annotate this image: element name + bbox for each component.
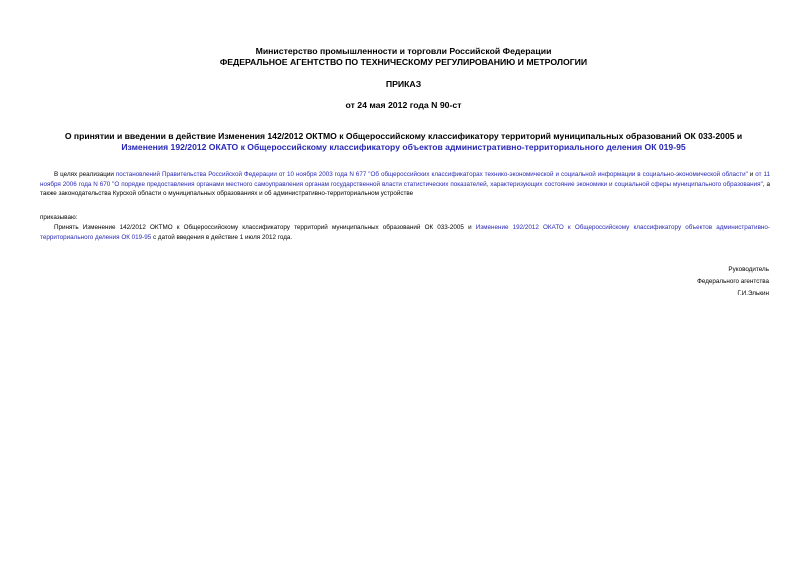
order-type: ПРИКАЗ — [385, 79, 422, 89]
signature-agency: Федерального агентства — [697, 278, 769, 285]
order-body-text-1: Принять Изменение 142/2012 ОКТМО к Общероссийскому классификатору территорий муниципальных образований ОК 033-2005 и — [54, 224, 476, 231]
agency-name: ФЕДЕРАЛЬНОЕ АГЕНТСТВО ПО ТЕХНИЧЕСКОМУ РЕГУЛИРОВАНИЮ И МЕТРОЛОГИИ — [219, 57, 588, 67]
signature-name: Г.И.Элькин — [737, 290, 769, 297]
order-title — [0, 131, 807, 153]
prikazyvayu-label: приказываю: — [40, 214, 78, 221]
order-date-number: от 24 мая 2012 года N 90-ст — [345, 100, 462, 110]
preamble-text-2: и — [747, 171, 756, 178]
resolution-677-link[interactable]: постановлений Правительства Российской Федерации от 10 ноября 2003 года N 677 "Об общероссийских классификаторах технико-экономической и социальной информации в социально-экономической области" — [115, 171, 748, 178]
ministry-name: Министерство промышленности и торговли Российской Федерации — [255, 46, 552, 56]
resolution-670-link[interactable]: от 11 ноября 2006 года N 670 "О порядке предоставления органами местного самоуправления органам государственной власти статистических показателей, характеризующих состояние экономики и социальной сферы муниципального образования" — [40, 171, 770, 188]
signature-position: Руководитель — [728, 266, 769, 273]
preamble-text-3: , а также законодательства Курской области о муниципальных образованиях и об административно-территориальном устройстве — [40, 180, 770, 197]
preamble-text-1: В целях реализации — [54, 171, 116, 178]
order-title-text: О принятии и введении в действие Изменения 142/2012 ОКТМО к Общероссийскому классификатору территорий муниципальных образований ОК 033-2005 и — [64, 131, 743, 141]
signature-block — [697, 264, 769, 300]
preamble-paragraph — [40, 170, 770, 199]
order-body-paragraph — [40, 223, 770, 242]
order-body-text-2: с датой введения в действие 1 июля 2012 года. — [151, 233, 293, 241]
change-192-link[interactable]: Изменение 192/2012 ОКАТО к Общероссийскому классификатору объектов административно-территориального деления ОК 019-95 — [40, 224, 770, 241]
order-title-link[interactable]: Изменения 192/2012 ОКАТО к Общероссийскому классификатору объектов административно-территориального деления ОК 019-95 — [121, 142, 686, 152]
